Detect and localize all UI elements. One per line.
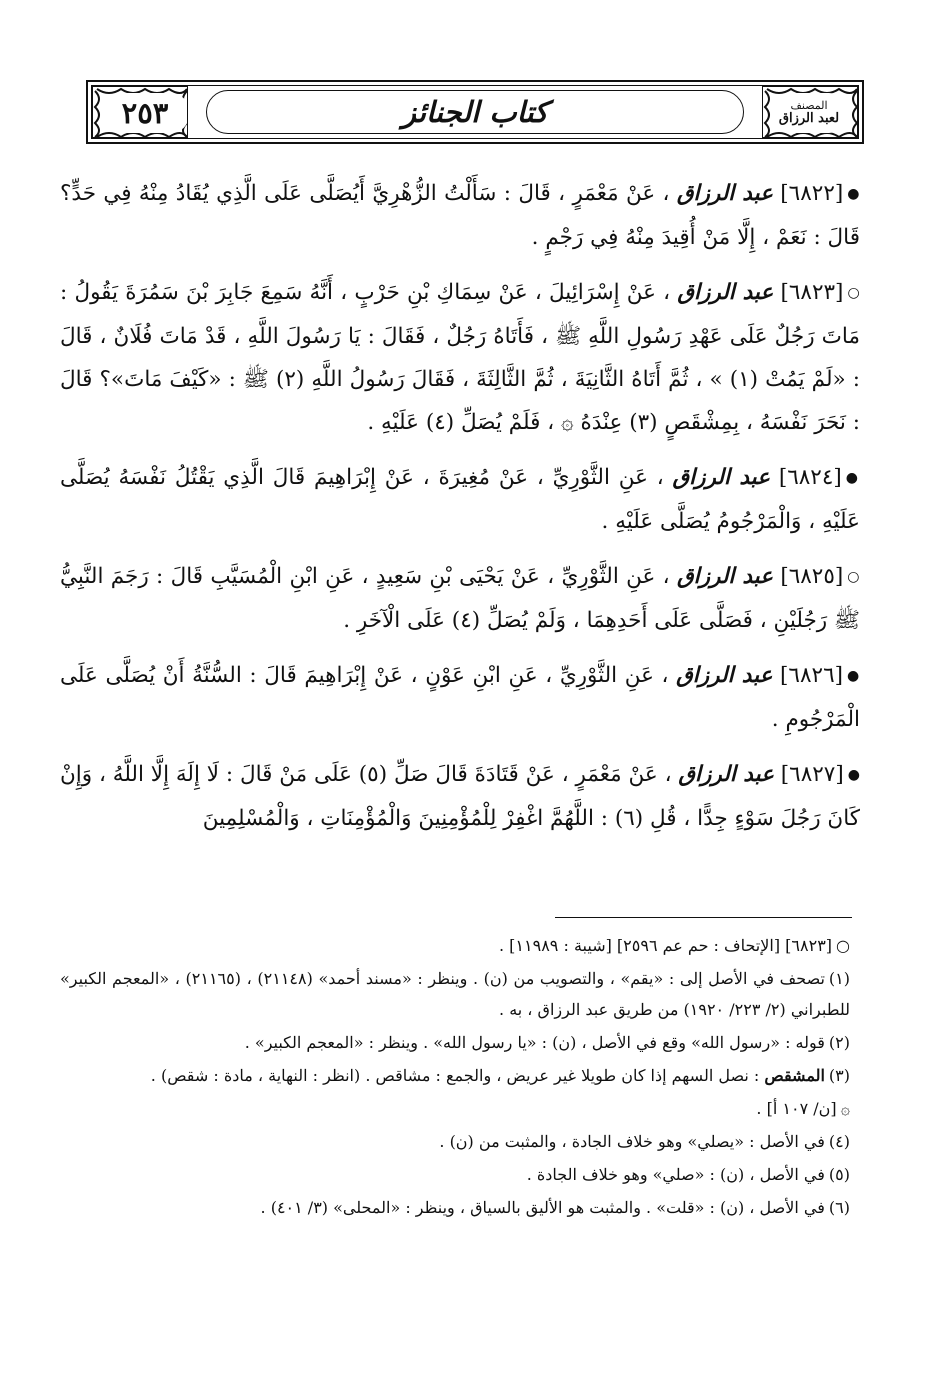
footnote <box>60 1126 850 1157</box>
hadith-number: [٦٨٢٧] <box>780 762 844 787</box>
hadith-author: عبد الرزاق <box>676 181 773 206</box>
footnotes <box>60 930 850 1225</box>
hadith-paragraph <box>60 271 860 444</box>
footnote-text: في الأصل : «يصلي» وهو خلاف الجادة ، والمثبت من (ن) . <box>439 1132 825 1151</box>
hadith-author: عبد الرزاق <box>676 564 773 589</box>
footnote <box>60 1060 850 1091</box>
hadith-number: [٦٨٢٦] <box>780 663 844 688</box>
footnote-number: (٢) <box>828 1033 850 1052</box>
hadith-marker: ○ <box>847 569 861 585</box>
footnote <box>60 1027 850 1058</box>
hadith-marker: ● <box>847 767 860 783</box>
hadith-body: ، عَنْ مَعْمَرٍ ، عَنْ قَتَادَةَ قَالَ صَلِّ (٥) عَلَى مَنْ قَالَ : لَا إِلَهَ إِلَّا اللَّهُ ، وَإِنْ كَانَ رَجُلَ سَوْءٍ جِدًّا ، قُلِ (٦) : اللَّهُمَّ اغْفِرْ لِلْمُؤْمِنِينَ وَالْمُؤْمِنَاتِ ، وَالْمُسْلِمِينَ <box>60 762 860 831</box>
footnote-number: ۞ <box>840 1099 850 1118</box>
hadith-body: ، عَنِ الثَّوْرِيِّ ، عَنْ مُغِيرَةَ ، عَنْ إِبْرَاهِيمَ قَالَ الَّذِي يَقْتُلُ نَفْسَهُ يُصَلَّى عَلَيْهِ ، وَالْمَرْجُومُ يُصَلَّى عَلَيْهِ . <box>60 465 860 534</box>
footnote-text: في الأصل ، (ن) : «قلت» . والمثبت هو الأليق بالسياق ، وينظر : «المحلى» (٣/ ٤٠١) . <box>260 1198 825 1217</box>
page-number: ٢٥٣ <box>101 93 188 133</box>
chapter-title-box <box>206 90 744 134</box>
hadith-body: ، عَنْ مَعْمَرٍ ، قَالَ : سَأَلْتُ الزُّهْرِيَّ أَيُصَلَّى عَلَى الَّذِي يُقَادُ مِنْهُ فِي حَدٍّ؟ قَالَ : نَعَمْ ، إِلَّا مَنْ أُقِيدَ مِنْهُ فِي رَجْمٍ . <box>60 181 860 250</box>
hadith-marker: ● <box>847 186 861 202</box>
page-header <box>86 80 864 144</box>
footnote-term: المشقص <box>764 1066 825 1085</box>
footnote <box>60 1192 850 1223</box>
footnote-divider <box>555 917 852 918</box>
footnote <box>60 1159 850 1190</box>
hadith-marker: ● <box>845 470 860 486</box>
footnote-number: (٦) <box>828 1198 850 1217</box>
footnote-text: تصحف في الأصل إلى : «يقم» ، والتصويب من (ن) . وينظر : «مسند أحمد» (٢١١٤٨) ، (٢١١٦٥) ، «المعجم الكبير» للطبراني (٢/ ٢٢٣/ ١٩٢٠) من طريق عبد الرزاق ، به . <box>60 969 850 1019</box>
hadith-text <box>60 172 860 852</box>
hadith-author: عبد الرزاق <box>676 663 773 688</box>
footnote-text: [ن/ ١٠٧ أ] . <box>756 1099 837 1118</box>
hadith-author: عبد الرزاق <box>672 465 770 490</box>
hadith-paragraph <box>60 654 860 741</box>
hadith-marker: ● <box>847 668 861 684</box>
footnote-text: [٦٨٢٣] [الإتحاف : حم عم ٢٥٩٦] [شيبة : ١١٩٨٩] . <box>499 936 833 955</box>
hadith-number: [٦٨٢٣] <box>780 280 844 305</box>
hadith-author: عبد الرزاق <box>678 762 774 787</box>
hadith-number: [٦٨٢٤] <box>778 465 842 490</box>
book-logo <box>771 93 847 133</box>
footnote <box>60 1093 850 1124</box>
hadith-marker: ○ <box>847 285 861 301</box>
book-logo-ornament <box>762 86 858 138</box>
logo-line-2: لعبد الرزاق <box>778 110 840 126</box>
hadith-body: ، عَنِ الثَّوْرِيِّ ، عَنْ يَحْيَى بْنِ سَعِيدٍ ، عَنِ ابْنِ الْمُسَيَّبِ قَالَ : رَجَمَ النَّبِيُّ ﷺ رَجُلَيْنِ ، فَصَلَّى عَلَى أَحَدِهِمَا ، وَلَمْ يُصَلِّ (٤) عَلَى الْآخَرِ . <box>60 564 860 633</box>
footnote-text: قوله : «رسول الله» وقع في الأصل ، (ن) : «يا رسول الله» . وينظر : «المعجم الكبير» . <box>244 1033 825 1052</box>
footnote-text: : نصل السهم إذا كان طويلا غير عريض ، والجمع : مشاقص . (انظر : النهاية ، مادة : شقص) . <box>150 1066 760 1085</box>
page-number-ornament <box>92 86 188 138</box>
footnote-text: في الأصل ، (ن) : «صلي» وهو خلاف الجادة . <box>526 1165 825 1184</box>
hadith-paragraph <box>60 555 860 642</box>
hadith-author: عبد الرزاق <box>677 280 774 305</box>
footnote <box>60 930 850 961</box>
footnote <box>60 963 850 1025</box>
footnote-number: (٣) <box>828 1066 850 1085</box>
hadith-number: [٦٨٢٥] <box>780 564 844 589</box>
footnote-number: ○ <box>836 936 850 955</box>
hadith-body: ، عَنْ إِسْرَائِيلَ ، عَنْ سِمَاكِ بْنِ حَرْبٍ ، أَنَّهُ سَمِعَ جَابِرَ بْنَ سَمُرَةَ يَقُولُ : مَاتَ رَجُلٌ عَلَى عَهْدِ رَسُولِ اللَّهِ ﷺ ، فَأَتَاهُ رَجُلٌ ، فَقَالَ : يَا رَسُولَ اللَّهِ ، قَدْ مَاتَ فُلَانٌ ، قَالَ : «لَمْ يَمُتْ (١) » ، ثُمَّ أَتَاهُ الثَّانِيَةَ ، ثُمَّ الثَّالِثَةَ ، فَقَالَ رَسُولُ اللَّهِ (٢) ﷺ : «كَيْفَ مَاتَ»؟ قَالَ : نَحَرَ نَفْسَهُ ، بِمِشْقَصٍ (٣) عِنْدَهُ ۞ ، فَلَمْ يُصَلِّ (٤) عَلَيْهِ . <box>60 280 860 435</box>
logo-line-1: المصنف <box>790 99 828 113</box>
hadith-body: ، عَنِ الثَّوْرِيِّ ، عَنِ ابْنِ عَوْنٍ ، عَنْ إِبْرَاهِيمَ قَالَ : السُّنَّةُ أَنْ يُصَلَّى عَلَى الْمَرْجُومِ . <box>60 663 860 732</box>
footnote-number: (٤) <box>828 1132 850 1151</box>
footnote-number: (١) <box>828 969 850 988</box>
footnote-number: (٥) <box>828 1165 850 1184</box>
hadith-paragraph <box>60 456 860 543</box>
hadith-paragraph <box>60 753 860 840</box>
hadith-number: [٦٨٢٢] <box>780 181 844 206</box>
chapter-title: كتاب الجنائز <box>401 95 549 129</box>
hadith-paragraph <box>60 172 860 259</box>
